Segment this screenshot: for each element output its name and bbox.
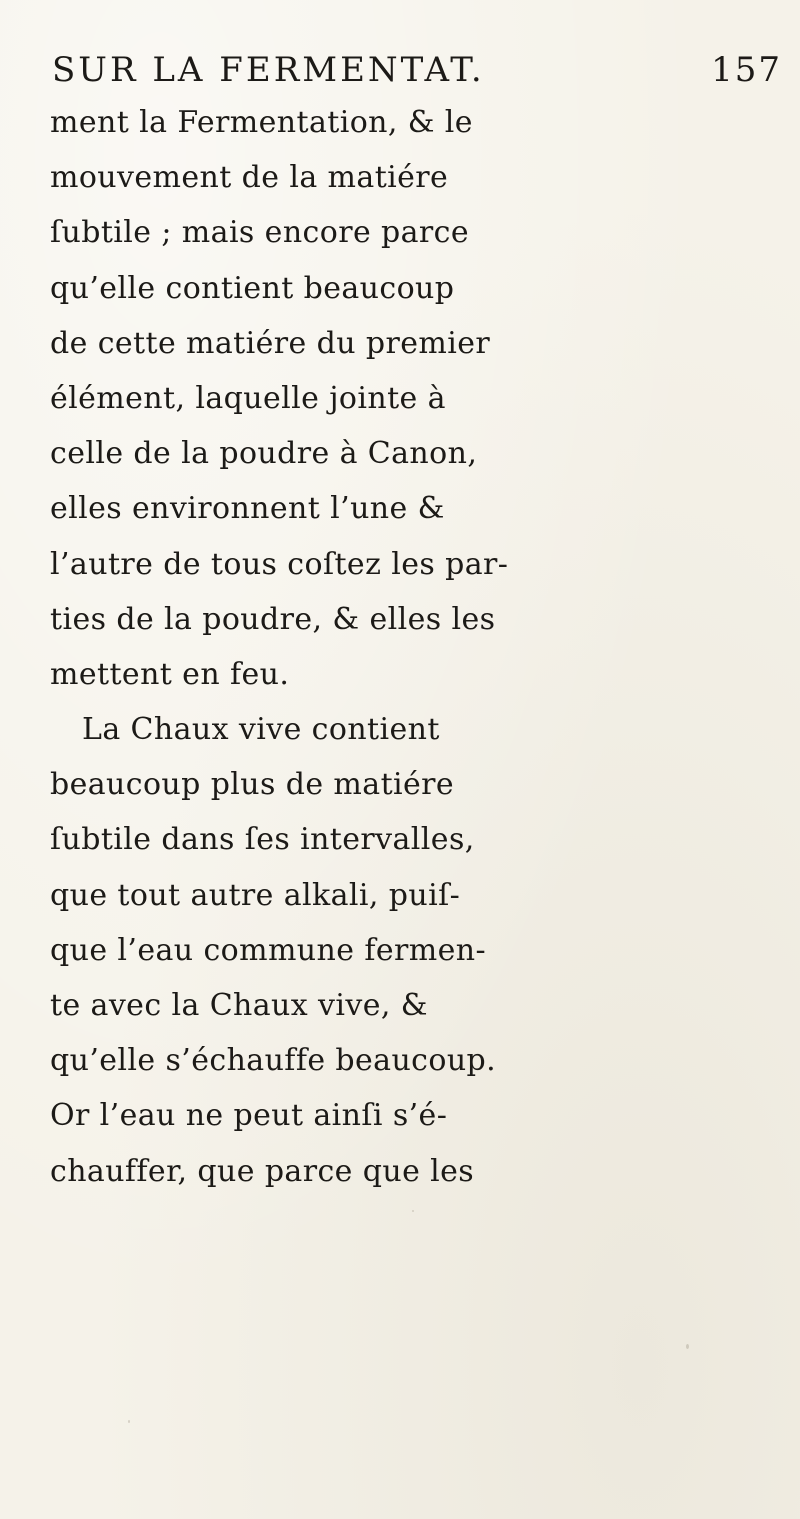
page-number: 157	[711, 50, 782, 90]
paper-speck	[128, 1420, 130, 1423]
body-text	[50, 95, 795, 1199]
text-line: que tout autre alkali, puiſ-	[50, 877, 461, 913]
text-line: ment la Fermentation, & le	[50, 105, 473, 140]
text-line: beaucoup plus de matiére	[50, 767, 455, 803]
text-line: chauffer, que parce que les	[50, 1153, 475, 1189]
paragraph-start-line: La Chaux vive contient	[82, 712, 440, 748]
text-line: elles environnent l’une &	[50, 491, 445, 527]
text-line: te avec la Chaux vive, &	[50, 988, 428, 1023]
text-line: mettent en feu.	[50, 656, 290, 692]
page-header	[52, 48, 792, 96]
text-line: que l’eau commune fermen-	[50, 932, 486, 968]
text-line: celle de la poudre à Canon,	[50, 436, 478, 472]
text-line: mouvement de la matiére	[50, 160, 449, 196]
running-head: SUR LA FERMENTAT.	[52, 50, 485, 90]
paper-speck	[412, 1210, 414, 1212]
text-line: ties de la poudre, & elles les	[50, 601, 496, 637]
text-line: élément, laquelle jointe à	[50, 380, 446, 416]
paper-speck	[686, 1344, 689, 1349]
text-line: qu’elle s’échauffe beaucoup.	[50, 1043, 497, 1079]
text-line: ſubtile ; mais encore parce	[50, 215, 470, 251]
text-line: ſubtile dans ſes intervalles,	[50, 822, 475, 858]
text-line: de cette matiére du premier	[50, 325, 491, 361]
text-line: qu’elle contient beaucoup	[50, 270, 455, 306]
text-line: l’autre de tous coſtez les par-	[50, 546, 509, 582]
text-line: Or l’eau ne peut ainſi s’é-	[50, 1098, 448, 1134]
